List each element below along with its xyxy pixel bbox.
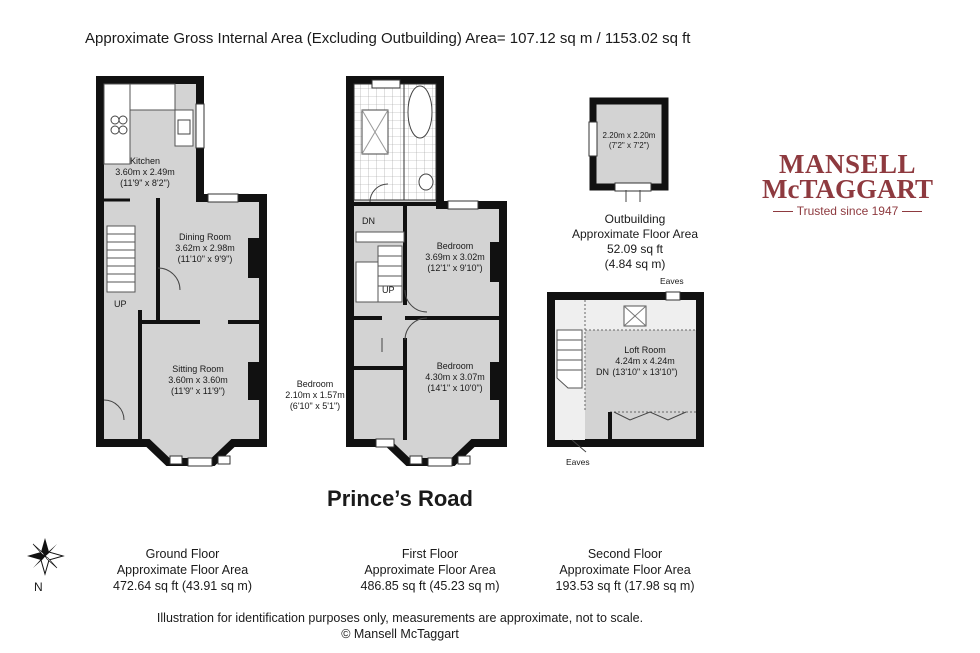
eaves-top-label: Eaves xyxy=(660,276,684,286)
bedroom-small-label xyxy=(270,379,360,412)
room-size-metric: 3.60m x 3.60m xyxy=(168,375,228,385)
outbuilding-area-m: (4.84 sq m) xyxy=(604,257,666,271)
room-name: Bedroom xyxy=(296,379,334,389)
room-size-imperial: (11'9" x 11'9") xyxy=(170,386,226,396)
second-floor-caption xyxy=(540,546,710,594)
copyright-text: © Mansell McTaggart xyxy=(341,627,459,641)
bedroom-back-label xyxy=(410,241,500,274)
disclaimer-text: Illustration for identification purposes only, measurements are approximate, not to scale. xyxy=(156,611,644,625)
room-size-metric: 2.20m x 2.20m xyxy=(602,131,656,140)
outbuilding-title: Outbuilding xyxy=(604,212,666,226)
logo-rule-left xyxy=(773,211,793,212)
ground-stair-up-label: UP xyxy=(114,299,127,309)
logo-line-1: MANSELL xyxy=(778,149,917,179)
room-name: Loft Room xyxy=(624,345,666,355)
first-floor-caption xyxy=(345,546,515,594)
logo-tagline-row xyxy=(760,204,935,218)
floor-name: First Floor xyxy=(401,547,459,561)
floor-area-title: Approximate Floor Area xyxy=(116,563,249,577)
room-size-imperial: (11'9" x 8'2") xyxy=(120,178,170,188)
outbuilding-plan xyxy=(589,101,665,202)
north-compass-icon xyxy=(27,538,63,574)
room-size-imperial: (6'10" x 5'1") xyxy=(289,401,341,411)
floor-area-title: Approximate Floor Area xyxy=(559,563,691,577)
room-size-metric: 3.69m x 3.02m xyxy=(425,252,485,262)
floor-area-title: Approximate Floor Area xyxy=(364,563,496,577)
room-size-imperial: (11'10" x 9'9") xyxy=(177,254,233,264)
room-size-imperial: (7'2" x 7'2") xyxy=(608,141,650,150)
floor-area-value: 486.85 sq ft (45.23 sq m) xyxy=(360,579,500,593)
floor-name: Ground Floor xyxy=(145,547,220,561)
room-size-imperial: (12'1" x 9'10") xyxy=(427,263,483,273)
gross-area-header: Approximate Gross Internal Area (Excluding Outbuilding) Area= 107.12 sq m / 1153.02 sq ft xyxy=(85,30,691,47)
room-size-metric: 4.24m x 4.24m xyxy=(615,356,675,366)
floor-name: Second Floor xyxy=(587,547,663,561)
room-size-imperial: (14'1" x 10'0") xyxy=(427,383,483,393)
logo-tagline: Trusted since 1947 xyxy=(796,204,899,218)
room-size-metric: 2.10m x 1.57m xyxy=(285,390,345,400)
room-name: Kitchen xyxy=(129,156,161,166)
outbuilding-size-label xyxy=(596,131,662,151)
first-stair-down-label: DN xyxy=(362,216,375,226)
ground-floor-plan xyxy=(100,80,263,466)
mansell-mctaggart-logo xyxy=(760,149,935,218)
bedroom-front-label xyxy=(410,361,500,394)
kitchen-label xyxy=(100,156,190,189)
room-name: Bedroom xyxy=(436,361,474,371)
dining-room-label xyxy=(160,232,250,265)
logo-line-2: McTAGGART xyxy=(761,174,934,204)
north-label: N xyxy=(34,580,43,594)
address-title: Prince’s Road xyxy=(327,486,473,511)
outbuilding-area-caption xyxy=(560,212,710,272)
outbuilding-area-title: Approximate Floor Area xyxy=(571,227,699,241)
ground-floor-caption xyxy=(100,546,265,594)
sitting-room-label xyxy=(148,364,248,397)
loft-room-label xyxy=(595,345,695,378)
second-stair-down-label: DN xyxy=(596,367,609,377)
eaves-bottom-label: Eaves xyxy=(566,457,590,467)
room-size-metric: 4.30m x 3.07m xyxy=(425,372,485,382)
floor-area-value: 193.53 sq ft (17.98 sq m) xyxy=(555,579,695,593)
room-size-metric: 3.62m x 2.98m xyxy=(175,243,235,253)
logo-rule-right xyxy=(902,211,922,212)
room-size-metric: 3.60m x 2.49m xyxy=(115,167,175,177)
room-name: Dining Room xyxy=(178,232,232,242)
room-size-imperial: (13'10" x 13'10") xyxy=(612,367,678,377)
room-name: Bedroom xyxy=(436,241,474,251)
room-name: Sitting Room xyxy=(172,364,224,374)
floor-area-value: 472.64 sq ft (43.91 sq m) xyxy=(113,579,252,593)
first-stair-up-label: UP xyxy=(382,285,395,295)
outbuilding-area-ft: 52.09 sq ft xyxy=(606,242,664,256)
